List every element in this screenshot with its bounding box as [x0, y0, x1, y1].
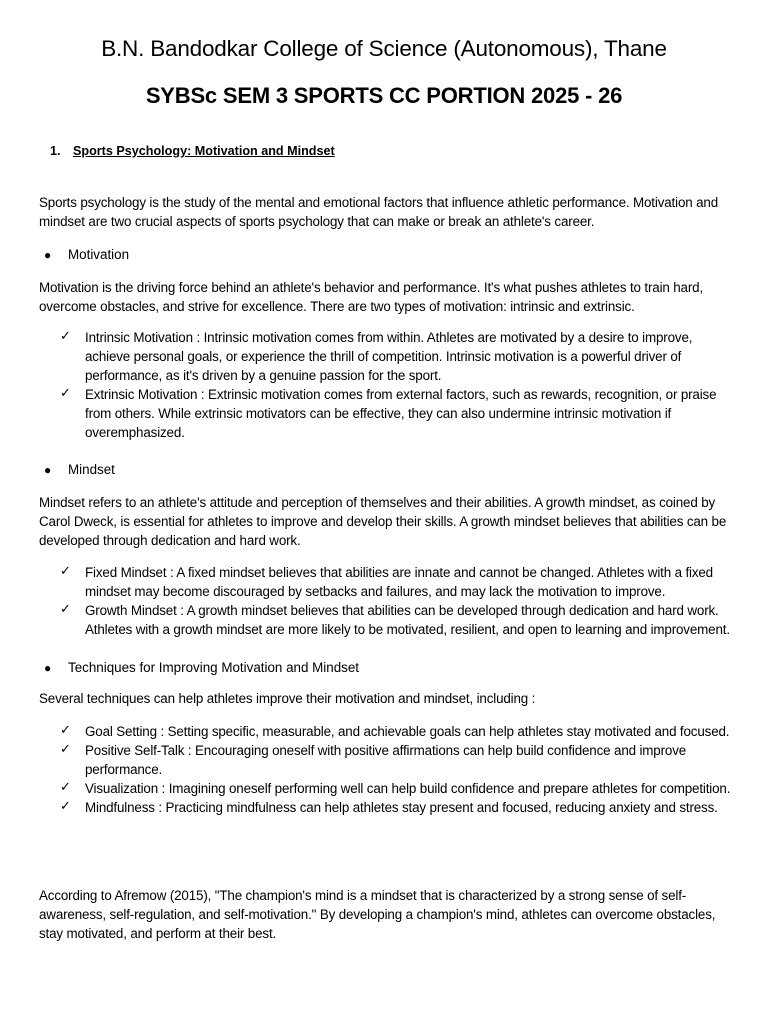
list-item: [60, 601, 735, 639]
list-item: [60, 563, 735, 601]
intro-paragraph: Sports psychology is the study of the mental and emotional factors that influence athletic performance. Motivation and mindset are two crucial aspects of sports psychology that can make or break an athlete's career.: [39, 195, 718, 229]
checkmark-icon: ✓: [60, 799, 71, 814]
conclusion-paragraph: According to Afremow (2015), "The champion's mind is a mindset that is characterized by a strong sense of self-awareness, self-regulation, and self-motivation." By developing a champion's mind, athletes can overcome obstacles, stay motivated, and perform at their best.: [39, 888, 716, 941]
bullet-label: Mindset: [68, 462, 115, 477]
list-item-text: Extrinsic Motivation : Extrinsic motivation comes from external factors, such as rewards, recognition, or praise from others. While extrinsic motivators can be effective, they can also undermine intrinsic motivation if overemphasized.: [85, 387, 717, 440]
techniques-list: [60, 722, 735, 817]
motivation-list: [60, 328, 735, 442]
list-item-text: Fixed Mindset : A fixed mindset believes that abilities are innate and cannot be changed. Athletes with a fixed mindset may become discouraged by setbacks and failures, and may lack the motivation to improve.: [85, 565, 713, 599]
list-item-text: Growth Mindset : A growth mindset believes that abilities can be developed through dedication and hard work. Athletes with a growth mindset are more likely to be motivated, resilient, and open to learning and improvement.: [85, 603, 730, 637]
checkmark-icon: ✓: [60, 602, 71, 617]
list-item: [60, 779, 735, 798]
mindset-paragraph: Mindset refers to an athlete's attitude and perception of themselves and their abilities. A growth mindset, as coined by Carol Dweck, is essential for athletes to improve and develop their skills. A growth mindset believes that abilities can be developed through dedication and hard work.: [39, 495, 727, 548]
bullet-techniques: [44, 658, 359, 678]
list-item-text: Mindfulness : Practicing mindfulness can help athletes stay present and focused, reducing anxiety and stress.: [85, 800, 718, 815]
bullet-icon: ●: [44, 248, 52, 262]
motivation-paragraph: Motivation is the driving force behind an athlete's behavior and performance. It's what pushes athletes to train hard, overcome obstacles, and strive for excellence. There are two types of motivation: intrinsic and extrinsic.: [39, 280, 704, 314]
list-item: [60, 385, 735, 442]
checkmark-icon: ✓: [60, 329, 71, 344]
techniques-paragraph: Several techniques can help athletes improve their motivation and mindset, including :: [39, 691, 536, 706]
list-item: [60, 722, 735, 741]
list-item-text: Positive Self-Talk : Encouraging oneself with positive affirmations can help build confidence and improve performance.: [85, 743, 687, 777]
college-title: B.N. Bandodkar College of Science (Autonomous), Thane: [101, 36, 667, 61]
checkmark-icon: ✓: [60, 780, 71, 795]
section-number: 1.: [50, 144, 61, 158]
bullet-motivation: [44, 245, 129, 265]
checkmark-icon: ✓: [60, 742, 71, 757]
bullet-label: Motivation: [68, 247, 130, 262]
list-item: [60, 798, 735, 817]
mindset-list: [60, 563, 735, 639]
checkmark-icon: ✓: [60, 723, 71, 738]
checkmark-icon: ✓: [60, 564, 71, 579]
bullet-mindset: [44, 460, 115, 480]
section-heading: [50, 144, 335, 158]
list-item-text: Intrinsic Motivation : Intrinsic motivation comes from within. Athletes are motivated by a desire to improve, achieve personal goals, or experience the thrill of competition. Intrinsic motivation is a powerful driver of performance, as it's driven by a genuine passion for the sport.: [85, 330, 693, 383]
list-item-text: Visualization : Imagining oneself performing well can help build confidence and prepare athletes for competition.: [85, 781, 731, 796]
list-item: [60, 741, 735, 779]
section-title: Sports Psychology: Motivation and Mindset: [73, 144, 335, 158]
list-item: [60, 328, 735, 385]
course-title: SYBSc SEM 3 SPORTS CC PORTION 2025 - 26: [145, 83, 623, 108]
list-item-text: Goal Setting : Setting specific, measurable, and achievable goals can help athletes stay motivated and focused.: [85, 724, 730, 739]
bullet-label: Techniques for Improving Motivation and Mindset: [68, 660, 360, 675]
checkmark-icon: ✓: [60, 386, 71, 401]
bullet-icon: ●: [44, 661, 52, 675]
bullet-icon: ●: [44, 463, 52, 477]
